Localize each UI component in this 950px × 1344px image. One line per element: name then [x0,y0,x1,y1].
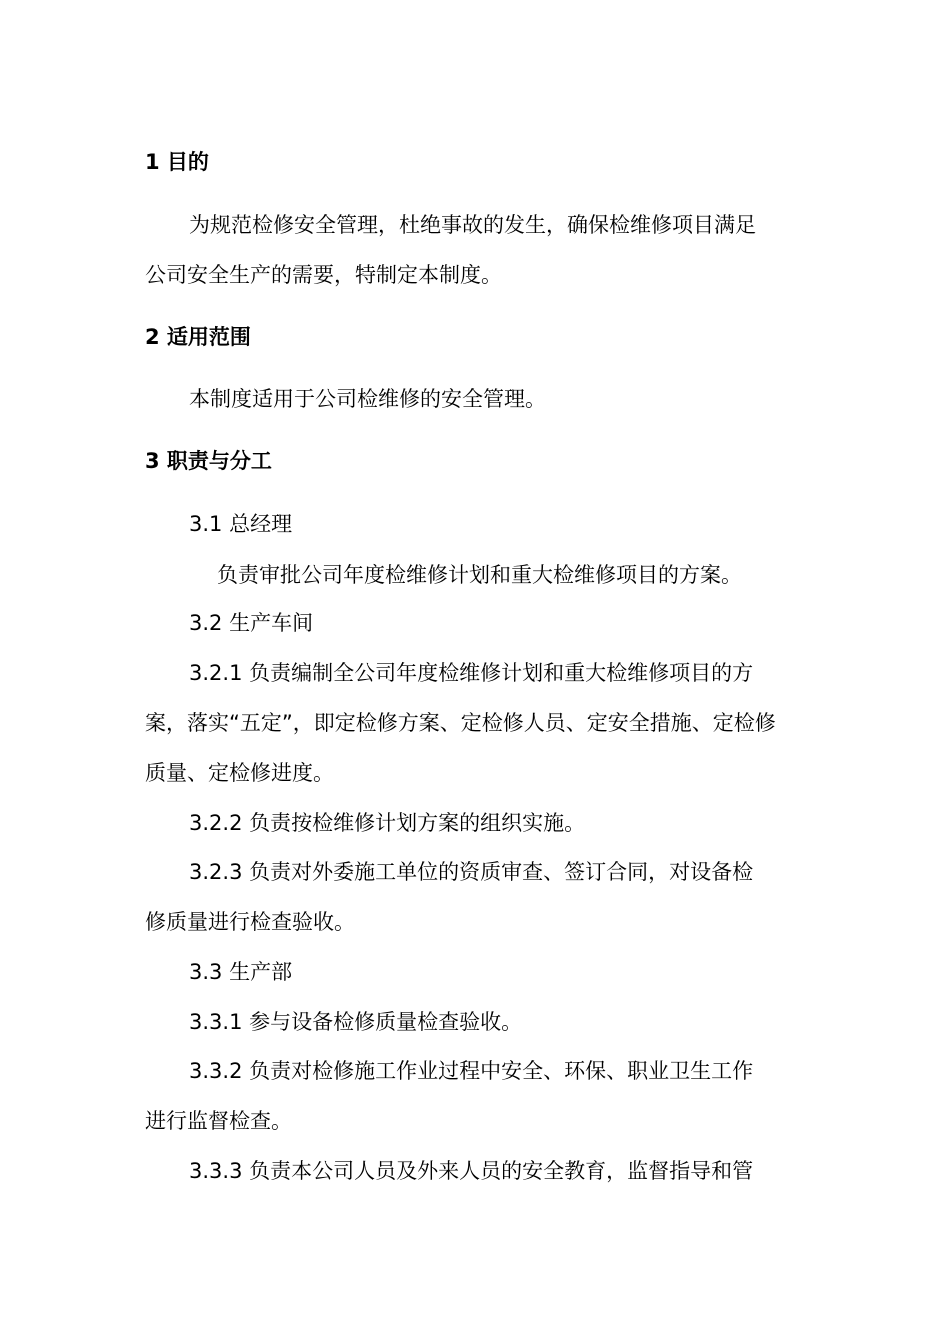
section-1-paragraph-line-1: 为规范检修安全管理，杜绝事故的发生，确保检维修项目满足 [189,213,756,237]
item-3-2-2: 3.2.2 负责按检维修计划方案的组织实施。 [189,811,586,835]
item-3-3-2-line-2: 进行监督检查。 [145,1109,292,1133]
item-3-3-3-line-1: 3.3.3 负责本公司人员及外来人员的安全教育，监督指导和管 [189,1159,754,1183]
subsection-3-1-heading: 3.1 总经理 [189,512,293,536]
subsection-3-1-paragraph: 负责审批公司年度检维修计划和重大检维修项目的方案。 [217,563,742,587]
section-2-heading: 2 适用范围 [145,325,251,349]
section-2-paragraph: 本制度适用于公司检维修的安全管理。 [189,387,546,411]
item-3-2-3-line-1: 3.2.3 负责对外委施工单位的资质审查、签订合同，对设备检 [189,860,754,884]
item-3-2-3-line-2: 修质量进行检查验收。 [145,910,355,934]
subsection-3-2-heading: 3.2 生产车间 [189,611,314,635]
subsection-3-3-heading: 3.3 生产部 [189,960,293,984]
item-3-2-1-line-2: 案，落实“五定”，即定检修方案、定检修人员、定安全措施、定检修 [145,711,776,735]
item-3-3-2-line-1: 3.3.2 负责对检修施工作业过程中安全、环保、职业卫生工作 [189,1059,754,1083]
section-1-heading: 1 目的 [145,150,209,174]
section-3-heading: 3 职责与分工 [145,449,272,473]
item-3-2-1-line-3: 质量、定检修进度。 [145,761,334,785]
item-3-2-1-line-1: 3.2.1 负责编制全公司年度检维修计划和重大检维修项目的方 [189,661,754,685]
item-3-3-1: 3.3.1 参与设备检修质量检查验收。 [189,1010,523,1034]
section-1-paragraph-line-2: 公司安全生产的需要，特制定本制度。 [145,263,502,287]
